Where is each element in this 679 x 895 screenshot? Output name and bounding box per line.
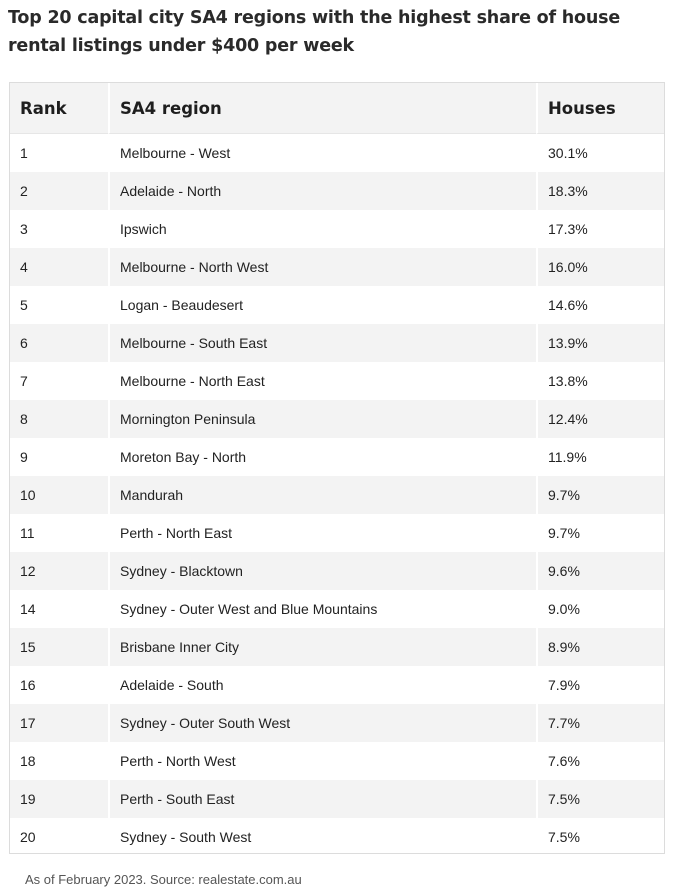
region-cell: Perth - North East <box>108 514 536 552</box>
column-header-houses: Houses <box>536 83 664 134</box>
rank-cell: 19 <box>10 780 108 818</box>
table-row <box>10 248 664 286</box>
rank-cell: 2 <box>10 172 108 210</box>
table-row <box>10 286 664 324</box>
houses-cell: 12.4% <box>536 400 664 438</box>
houses-cell: 7.6% <box>536 742 664 780</box>
houses-cell: 9.7% <box>536 476 664 514</box>
region-cell: Sydney - South West <box>108 818 536 854</box>
rank-cell: 7 <box>10 362 108 400</box>
table-body <box>10 134 664 854</box>
region-cell: Adelaide - North <box>108 172 536 210</box>
region-cell: Sydney - Outer West and Blue Mountains <box>108 590 536 628</box>
houses-cell: 30.1% <box>536 134 664 172</box>
region-cell: Melbourne - West <box>108 134 536 172</box>
region-cell: Melbourne - North East <box>108 362 536 400</box>
rank-cell: 10 <box>10 476 108 514</box>
rank-cell: 12 <box>10 552 108 590</box>
houses-cell: 7.5% <box>536 818 664 854</box>
houses-cell: 7.5% <box>536 780 664 818</box>
houses-cell: 8.9% <box>536 628 664 666</box>
rank-cell: 17 <box>10 704 108 742</box>
houses-cell: 13.8% <box>536 362 664 400</box>
houses-cell: 11.9% <box>536 438 664 476</box>
rank-cell: 20 <box>10 818 108 854</box>
region-cell: Mandurah <box>108 476 536 514</box>
region-cell: Mornington Peninsula <box>108 400 536 438</box>
rank-cell: 5 <box>10 286 108 324</box>
column-header-rank: Rank <box>10 83 108 134</box>
table-row <box>10 172 664 210</box>
houses-cell: 9.7% <box>536 514 664 552</box>
houses-cell: 9.6% <box>536 552 664 590</box>
table-row <box>10 666 664 704</box>
rank-cell: 14 <box>10 590 108 628</box>
rank-cell: 11 <box>10 514 108 552</box>
houses-cell: 9.0% <box>536 590 664 628</box>
rank-cell: 16 <box>10 666 108 704</box>
table-row <box>10 362 664 400</box>
region-cell: Melbourne - North West <box>108 248 536 286</box>
region-cell: Moreton Bay - North <box>108 438 536 476</box>
rank-cell: 8 <box>10 400 108 438</box>
table-row <box>10 134 664 172</box>
houses-cell: 14.6% <box>536 286 664 324</box>
table-row <box>10 818 664 854</box>
table-row <box>10 742 664 780</box>
houses-cell: 7.7% <box>536 704 664 742</box>
rank-cell: 15 <box>10 628 108 666</box>
rank-cell: 4 <box>10 248 108 286</box>
source-note: As of February 2023. Source: realestate.com.au <box>25 872 302 887</box>
table-row <box>10 210 664 248</box>
region-cell: Ipswich <box>108 210 536 248</box>
column-header-region: SA4 region <box>108 83 536 134</box>
table-header-row <box>10 83 664 134</box>
data-table <box>10 83 664 854</box>
region-cell: Adelaide - South <box>108 666 536 704</box>
region-cell: Brisbane Inner City <box>108 628 536 666</box>
rank-cell: 6 <box>10 324 108 362</box>
rank-cell: 1 <box>10 134 108 172</box>
table-row <box>10 438 664 476</box>
table-row <box>10 780 664 818</box>
rental-listings-table <box>9 82 665 854</box>
region-cell: Logan - Beaudesert <box>108 286 536 324</box>
region-cell: Sydney - Blacktown <box>108 552 536 590</box>
page-title: Top 20 capital city SA4 regions with the highest share of house rental listings under $400 per week <box>8 8 621 56</box>
table-row <box>10 476 664 514</box>
table-row <box>10 400 664 438</box>
table-row <box>10 590 664 628</box>
region-cell: Melbourne - South East <box>108 324 536 362</box>
houses-cell: 17.3% <box>536 210 664 248</box>
rank-cell: 3 <box>10 210 108 248</box>
table-row <box>10 704 664 742</box>
houses-cell: 18.3% <box>536 172 664 210</box>
region-cell: Perth - South East <box>108 780 536 818</box>
houses-cell: 13.9% <box>536 324 664 362</box>
table-row <box>10 324 664 362</box>
region-cell: Sydney - Outer South West <box>108 704 536 742</box>
rank-cell: 18 <box>10 742 108 780</box>
rank-cell: 9 <box>10 438 108 476</box>
houses-cell: 7.9% <box>536 666 664 704</box>
region-cell: Perth - North West <box>108 742 536 780</box>
table-row <box>10 628 664 666</box>
table-row <box>10 552 664 590</box>
table-row <box>10 514 664 552</box>
houses-cell: 16.0% <box>536 248 664 286</box>
